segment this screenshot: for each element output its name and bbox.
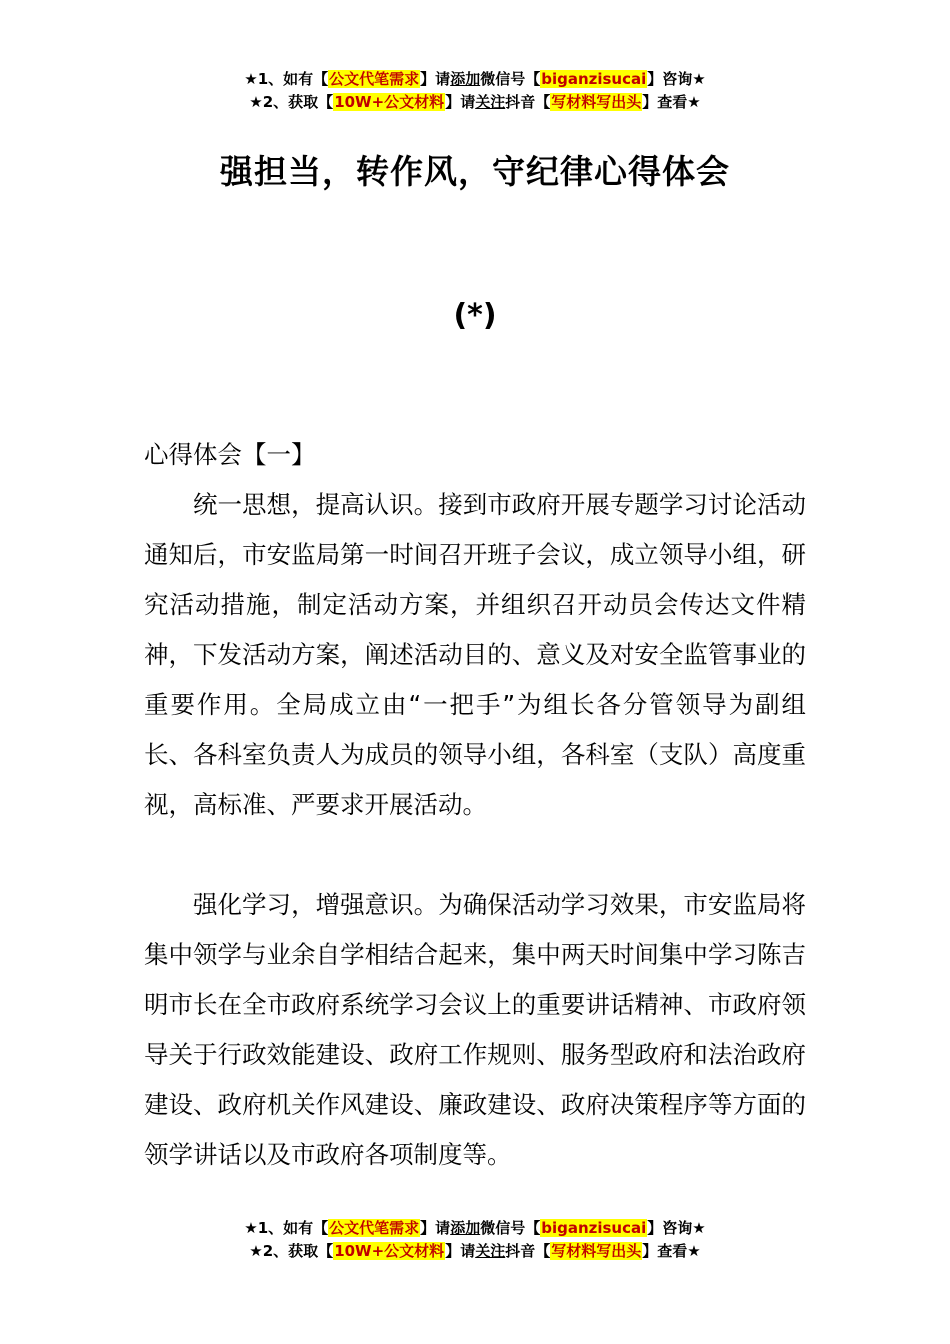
highlight-wechat-id: biganzisucai [541, 1219, 647, 1237]
document-title: 强担当，转作风，守纪律心得体会 [220, 152, 730, 191]
document-body [144, 430, 806, 1180]
highlight-douyin: 写材料写出头 [551, 1242, 642, 1260]
highlight-service: 公文代笔需求 [329, 70, 420, 88]
section-heading: 心得体会【一】 [144, 440, 316, 469]
banner-line-2: ★2、获取【10W+公文材料】请关注抖音【写材料写出头】查看★ [249, 1242, 701, 1260]
highlight-service: 公文代笔需求 [329, 1219, 420, 1237]
footer-banner [0, 1217, 950, 1263]
highlight-douyin: 写材料写出头 [551, 93, 642, 111]
banner-line-1: ★1、如有【公文代笔需求】请添加微信号【biganzisucai】咨询★ [244, 1219, 706, 1237]
highlight-materials: 10W+公文材料 [334, 93, 445, 111]
banner-line-2: ★2、获取【10W+公文材料】请关注抖音【写材料写出头】查看★ [249, 93, 701, 111]
paragraph: 强化学习，增强意识。为确保活动学习效果，市安监局将集中领学与业余自学相结合起来，集中两天时间集中学习陈吉明市长在全市政府系统学习会议上的重要讲话精神、市政府领导关于行政效能建设、政府工作规则、服务型政府和法治政府建设、政府机关作风建设、廉政建设、政府决策程序等方面的领学讲话以及市政府各项制度等。 [144, 890, 806, 1169]
paragraph: 统一思想，提高认识。接到市政府开展专题学习讨论活动通知后，市安监局第一时间召开班子会议，成立领导小组，研究活动措施，制定活动方案，并组织召开动员会传达文件精神，下发活动方案，阐述活动目的、意义及对安全监管事业的重要作用。全局成立由“一把手”为组长各分管领导为副组长、各科室负责人为成员的领导小组，各科室（支队）高度重视，高标准、严要求开展活动。 [144, 490, 806, 819]
highlight-wechat-id: biganzisucai [541, 70, 647, 88]
header-banner [0, 68, 950, 114]
document-subtitle: (*) [453, 298, 497, 333]
highlight-materials: 10W+公文材料 [334, 1242, 445, 1260]
banner-line-1: ★1、如有【公文代笔需求】请添加微信号【biganzisucai】咨询★ [244, 70, 706, 88]
